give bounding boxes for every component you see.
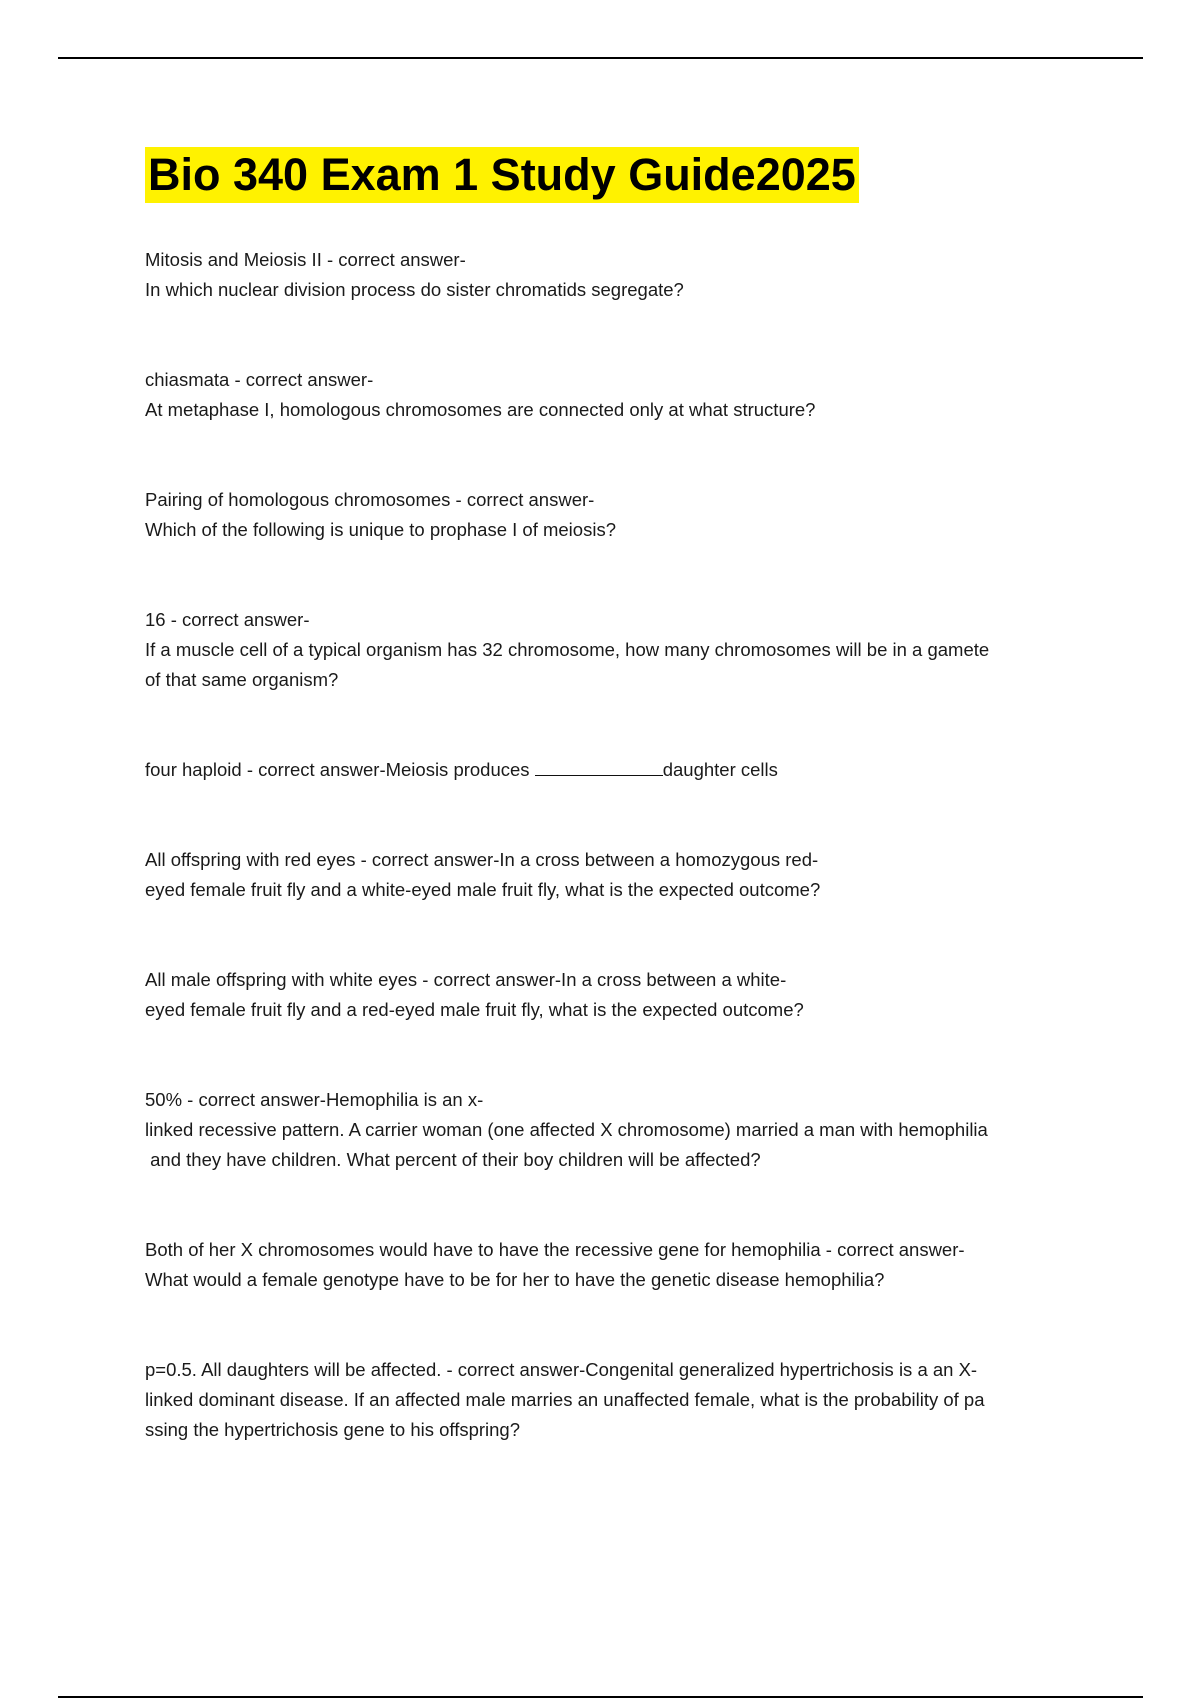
qa-line: Mitosis and Meiosis II - correct answer- <box>145 249 466 270</box>
qa-item-2 <box>145 365 1090 425</box>
qa-text: four haploid - correct answer-Meiosis produces <box>145 759 535 780</box>
top-rule <box>58 57 1143 59</box>
qa-line: 16 - correct answer- <box>145 609 310 630</box>
qa-item-10 <box>145 1355 1090 1445</box>
qa-line: Both of her X chromosomes would have to have the recessive gene for hemophilia - correct answer- <box>145 1239 965 1260</box>
qa-line: 50% - correct answer-Hemophilia is an x- <box>145 1089 484 1110</box>
qa-item-9 <box>145 1235 1090 1295</box>
qa-text: daughter cells <box>662 759 778 780</box>
qa-line: At metaphase I, homologous chromosomes are connected only at what structure? <box>145 399 816 420</box>
qa-item-7 <box>145 965 1090 1025</box>
qa-line: ssing the hypertrichosis gene to his offspring? <box>145 1419 521 1440</box>
qa-item-1 <box>145 245 1090 305</box>
qa-line: eyed female fruit fly and a red-eyed male fruit fly, what is the expected outcome? <box>145 999 804 1020</box>
qa-line: All male offspring with white eyes - correct answer-In a cross between a white- <box>145 969 787 990</box>
qa-line: linked dominant disease. If an affected male marries an unaffected female, what is the probability of pa <box>145 1389 985 1410</box>
qa-line <box>145 755 1090 785</box>
document-title: Bio 340 Exam 1 Study Guide2025 <box>145 147 859 203</box>
bottom-rule <box>58 1696 1143 1698</box>
qa-line: eyed female fruit fly and a white-eyed male fruit fly, what is the expected outcome? <box>145 879 821 900</box>
qa-item-8 <box>145 1085 1090 1175</box>
qa-line: All offspring with red eyes - correct answer-In a cross between a homozygous red- <box>145 849 819 870</box>
qa-item-6 <box>145 845 1090 905</box>
qa-line: What would a female genotype have to be for her to have the genetic disease hemophilia? <box>145 1269 885 1290</box>
qa-item-3 <box>145 485 1090 545</box>
qa-line: and they have children. What percent of their boy children will be affected? <box>145 1149 761 1170</box>
qa-line: linked recessive pattern. A carrier woman (one affected X chromosome) married a man with hemophilia <box>145 1119 988 1140</box>
fill-in-blank <box>535 757 663 776</box>
qa-line: In which nuclear division process do sister chromatids segregate? <box>145 279 684 300</box>
qa-item-5 <box>145 755 1090 785</box>
qa-item-4 <box>145 605 1090 695</box>
qa-line: If a muscle cell of a typical organism has 32 chromosome, how many chromosomes will be in a gamete <box>145 639 990 660</box>
qa-line: Pairing of homologous chromosomes - correct answer- <box>145 489 595 510</box>
qa-line: p=0.5. All daughters will be affected. - correct answer-Congenital generalized hypertrichosis is a an X- <box>145 1359 978 1380</box>
qa-line: of that same organism? <box>145 669 339 690</box>
qa-line: chiasmata - correct answer- <box>145 369 374 390</box>
qa-line: Which of the following is unique to prophase I of meiosis? <box>145 519 616 540</box>
